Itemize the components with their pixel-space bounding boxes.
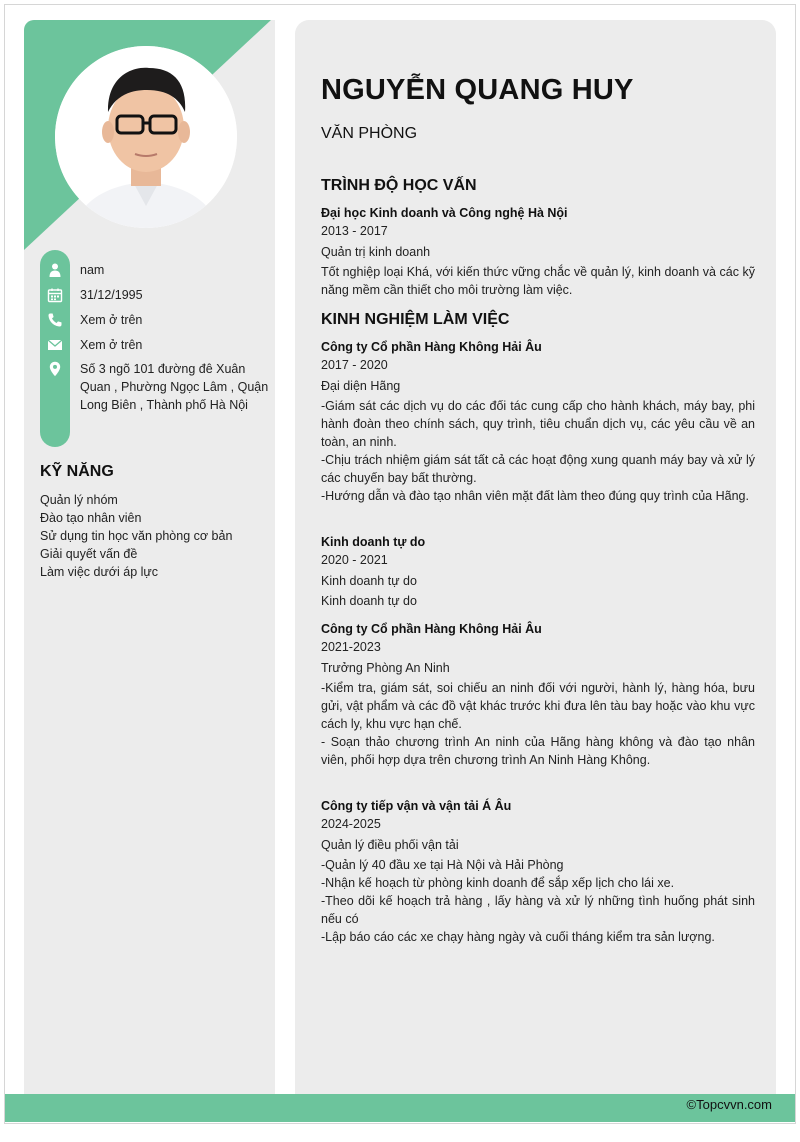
skill-item: Đào tạo nhân viên <box>40 511 142 525</box>
gender-text: nam <box>80 263 105 277</box>
envelope-icon <box>47 337 63 353</box>
school-name: Đại học Kinh doanh và Công nghệ Hà Nội <box>321 206 568 220</box>
skills-list <box>40 491 270 581</box>
job-position: Kinh doanh tự do <box>321 574 417 588</box>
job-position: Quản lý điều phối vận tải <box>321 838 459 852</box>
address-text: Số 3 ngõ 101 đường đê Xuân Quan , Phường Ngọc Lâm , Quận Long Biên , Thành phố Hà Nội <box>80 362 269 412</box>
phone-icon <box>47 312 63 328</box>
job-period: 2021-2023 <box>321 640 381 654</box>
candidate-name: NGUYỄN QUANG HUY <box>321 74 634 106</box>
job-company: Công ty tiếp vận và vận tải Á Âu <box>321 799 512 813</box>
footer-watermark[interactable]: ©Topcvvn.com <box>686 1097 772 1112</box>
job-period: 2024-2025 <box>321 817 381 831</box>
candidate-title: VĂN PHÒNG <box>321 125 418 142</box>
experience-heading: KINH NGHIỆM LÀM VIỆC <box>321 311 510 328</box>
job-description-line: - Soạn thảo chương trình An ninh của Hãng hàng không và đào tạo nhân viên, phối hợp dựa trên chương trình An Ninh Hàng Không. <box>321 735 755 767</box>
job-description-line: -Theo dõi kế hoạch trả hàng , lấy hàng và xử lý những tình huống phát sinh nếu có <box>321 894 755 926</box>
job-entry <box>321 620 755 769</box>
job-entry <box>321 338 755 505</box>
footer-bar <box>5 1094 795 1122</box>
job-period: 2020 - 2021 <box>321 553 388 567</box>
skill-item: Sử dụng tin học văn phòng cơ bản <box>40 529 233 543</box>
email-text: Xem ở trên <box>80 338 143 352</box>
education-entry <box>321 204 755 299</box>
education-major: Quản trị kinh doanh <box>321 245 431 259</box>
education-heading: TRÌNH ĐỘ HỌC VẤN <box>321 177 477 194</box>
phone-text: Xem ở trên <box>80 313 143 327</box>
person-icon <box>47 262 63 278</box>
location-pin-icon <box>47 361 63 377</box>
job-entry <box>321 533 755 610</box>
job-description-line: -Hướng dẫn và đào tạo nhân viên mặt đất làm theo đúng quy trình của Hãng. <box>321 489 749 503</box>
job-period: 2017 - 2020 <box>321 358 388 372</box>
avatar-photo-icon <box>55 46 237 228</box>
job-description-line: -Chịu trách nhiệm giám sát tất cả các hoạt động xung quanh máy bay và xử lý các chuyến bay bất thường. <box>321 453 755 485</box>
skill-item: Quản lý nhóm <box>40 493 118 507</box>
skill-item: Làm việc dưới áp lực <box>40 565 159 579</box>
job-company: Công ty Cổ phần Hàng Không Hải Âu <box>321 622 542 636</box>
education-period: 2013 - 2017 <box>321 224 388 238</box>
job-description-line: -Quản lý 40 đầu xe tại Hà Nội và Hải Phòng <box>321 858 564 872</box>
avatar <box>55 46 237 228</box>
birthday-text: 31/12/1995 <box>80 288 143 302</box>
job-position: Đại diện Hãng <box>321 379 401 393</box>
job-description-line: -Kiểm tra, giám sát, soi chiếu an ninh đối với người, hành lý, hàng hóa, bưu gửi, vật phẩm và các đồ vật khác trước khi đưa lên tàu bay hoặc vào khu vực cách ly, khu vực hạn chế. <box>321 681 755 731</box>
skill-item: Giải quyết vấn đề <box>40 547 138 561</box>
education-description: Tốt nghiệp loại Khá, với kiến thức vững chắc về quản lý, kinh doanh và các kỹ năng mềm cần thiết cho môi trường làm việc. <box>321 265 755 297</box>
calendar-icon <box>47 287 63 303</box>
job-entry <box>321 797 755 946</box>
job-position: Trưởng Phòng An Ninh <box>321 661 450 675</box>
job-description-line: -Giám sát các dịch vụ do các đối tác cung cấp cho hành khách, máy bay, phi hành đoàn theo chính sách, quy trình, tiêu chuẩn dịch vụ, các yêu cầu về an toàn, an ninh. <box>321 399 755 449</box>
job-description-line: Kinh doanh tự do <box>321 594 417 608</box>
job-company: Công ty Cổ phần Hàng Không Hải Âu <box>321 340 542 354</box>
skills-heading: KỸ NĂNG <box>40 463 114 480</box>
job-description-line: -Nhận kế hoạch từ phòng kinh doanh để sắp xếp lịch cho lái xe. <box>321 876 675 890</box>
job-description-line: -Lập báo cáo các xe chạy hàng ngày và cuối tháng kiểm tra sản lượng. <box>321 930 715 944</box>
job-company: Kinh doanh tự do <box>321 535 426 549</box>
